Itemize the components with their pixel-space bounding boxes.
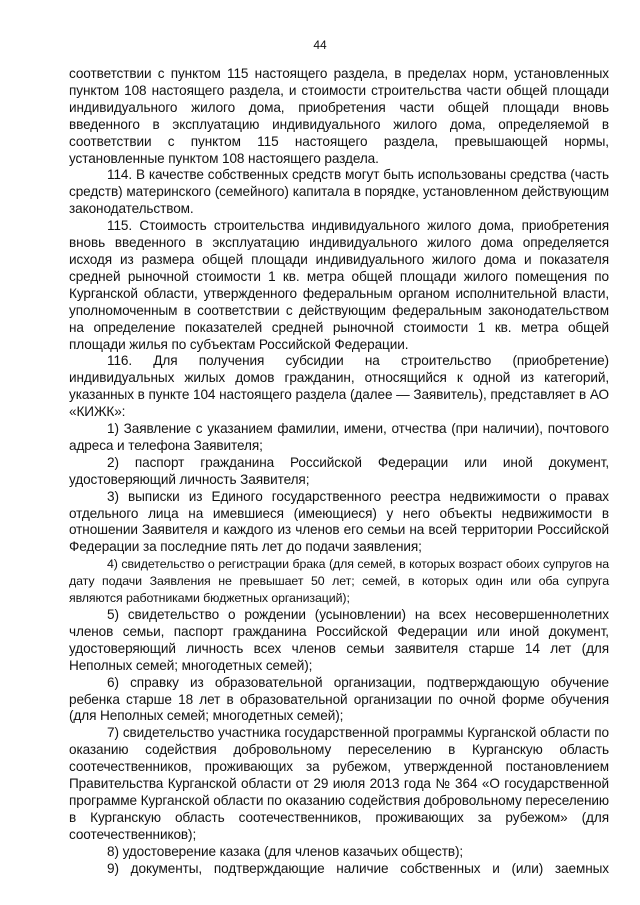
list-item-6: 6) справку из образовательной организации, подтверждающую обучение ребенка старше 18 лет в образовательной организации по очной форме обучения (для Неполных семей; многодетных семей); [69, 674, 609, 724]
paragraph-115: 115. Стоимость строительства индивидуального жилого дома, приобретения вновь введенного в эксплуатацию индивидуального жилого дома определяется исходя из размера общей площади индивидуального жилого дома и показателя средней рыночной стоимости 1 кв. метра общей площади жилого помещения по Курганской области, утвержденного федеральным органом исполнительной власти, уполномоченным в соответствии с действующим федеральным законодательством на определение показателей средней рыночной стоимости 1 кв. метра общей площади жилья по субъектам Российской Федерации. [69, 218, 609, 352]
paragraph-114: 114. В качестве собственных средств могут быть использованы средства (часть средств) материнского (семейного) капитала в порядке, установленном действующим законодательством. [69, 167, 609, 217]
list-item-3: 3) выписки из Единого государственного реестра недвижимости о правах отдельного лица на имевшиеся (имеющиеся) у него объекты недвижимости в отношении Заявителя и каждого из членов его семьи на всей территории Российской Федерации за последние пять лет до подачи заявления; [69, 488, 609, 555]
list-item-9: 9) документы, подтверждающие наличие собственных и (или) заемных [107, 860, 609, 876]
paragraph-continuation: соответствии с пунктом 115 настоящего раздела, в пределах норм, установленных пунктом 108 настоящего раздела, и стоимости строительства части общей площади индивидуального жилого дома, приобретения части общей площади вновь введенного в эксплуатацию индивидуального жилого дома, определяемой в соответствии с пунктом 115 настоящего раздела, превышающей нормы, установленные пунктом 108 настоящего раздела. [69, 66, 609, 166]
paragraph-116: 116. Для получения субсидии на строительство (приобретение) индивидуальных жилых домов гражданин, относящийся к одной из категорий, указанных в пункте 104 настоящего раздела (далее — Заявитель), представляет в АО «КИЖК»: [69, 353, 609, 420]
list-item-5: 5) свидетельство о рождении (усыновлении) на всех несовершеннолетних членов семьи, паспорт гражданина Российской Федерации или иной документ, удостоверяющий личность всех членов семьи заявителя старше 14 лет (для Неполных семей; многодетных семей); [69, 607, 609, 673]
list-item-8: 8) удостоверение казака (для членов казачьих обществ); [107, 843, 464, 859]
list-item-7: 7) свидетельство участника государственной программы Курганской области по оказанию содействия добровольному переселению в Курганскую область соотечественников, проживающих за рубежом, утвержденной постановлением Правительства Курганской области от 29 июля 2013 года № 364 «О государственной программе Курганской области по оказанию содействия добровольному переселению в Курганскую область соотечественников, проживающих за рубежом» (для соотечественников); [69, 725, 609, 842]
list-item-2: 2) паспорт гражданина Российской Федерации или иной документ, удостоверяющий личность Заявителя; [69, 454, 609, 487]
page-number: 44 [313, 38, 327, 52]
list-item-4: 4) свидетельство о регистрации брака (для семей, в которых возраст обоих супругов на дату подачи Заявления не превышает 50 лет; семей, в которых один или оба супруга являются работниками бюджетных организаций); [69, 557, 609, 606]
document-body [69, 66, 609, 878]
list-item-1: 1) Заявление с указанием фамилии, имени, отчества (при наличии), почтового адреса и телефона Заявителя; [69, 421, 609, 453]
